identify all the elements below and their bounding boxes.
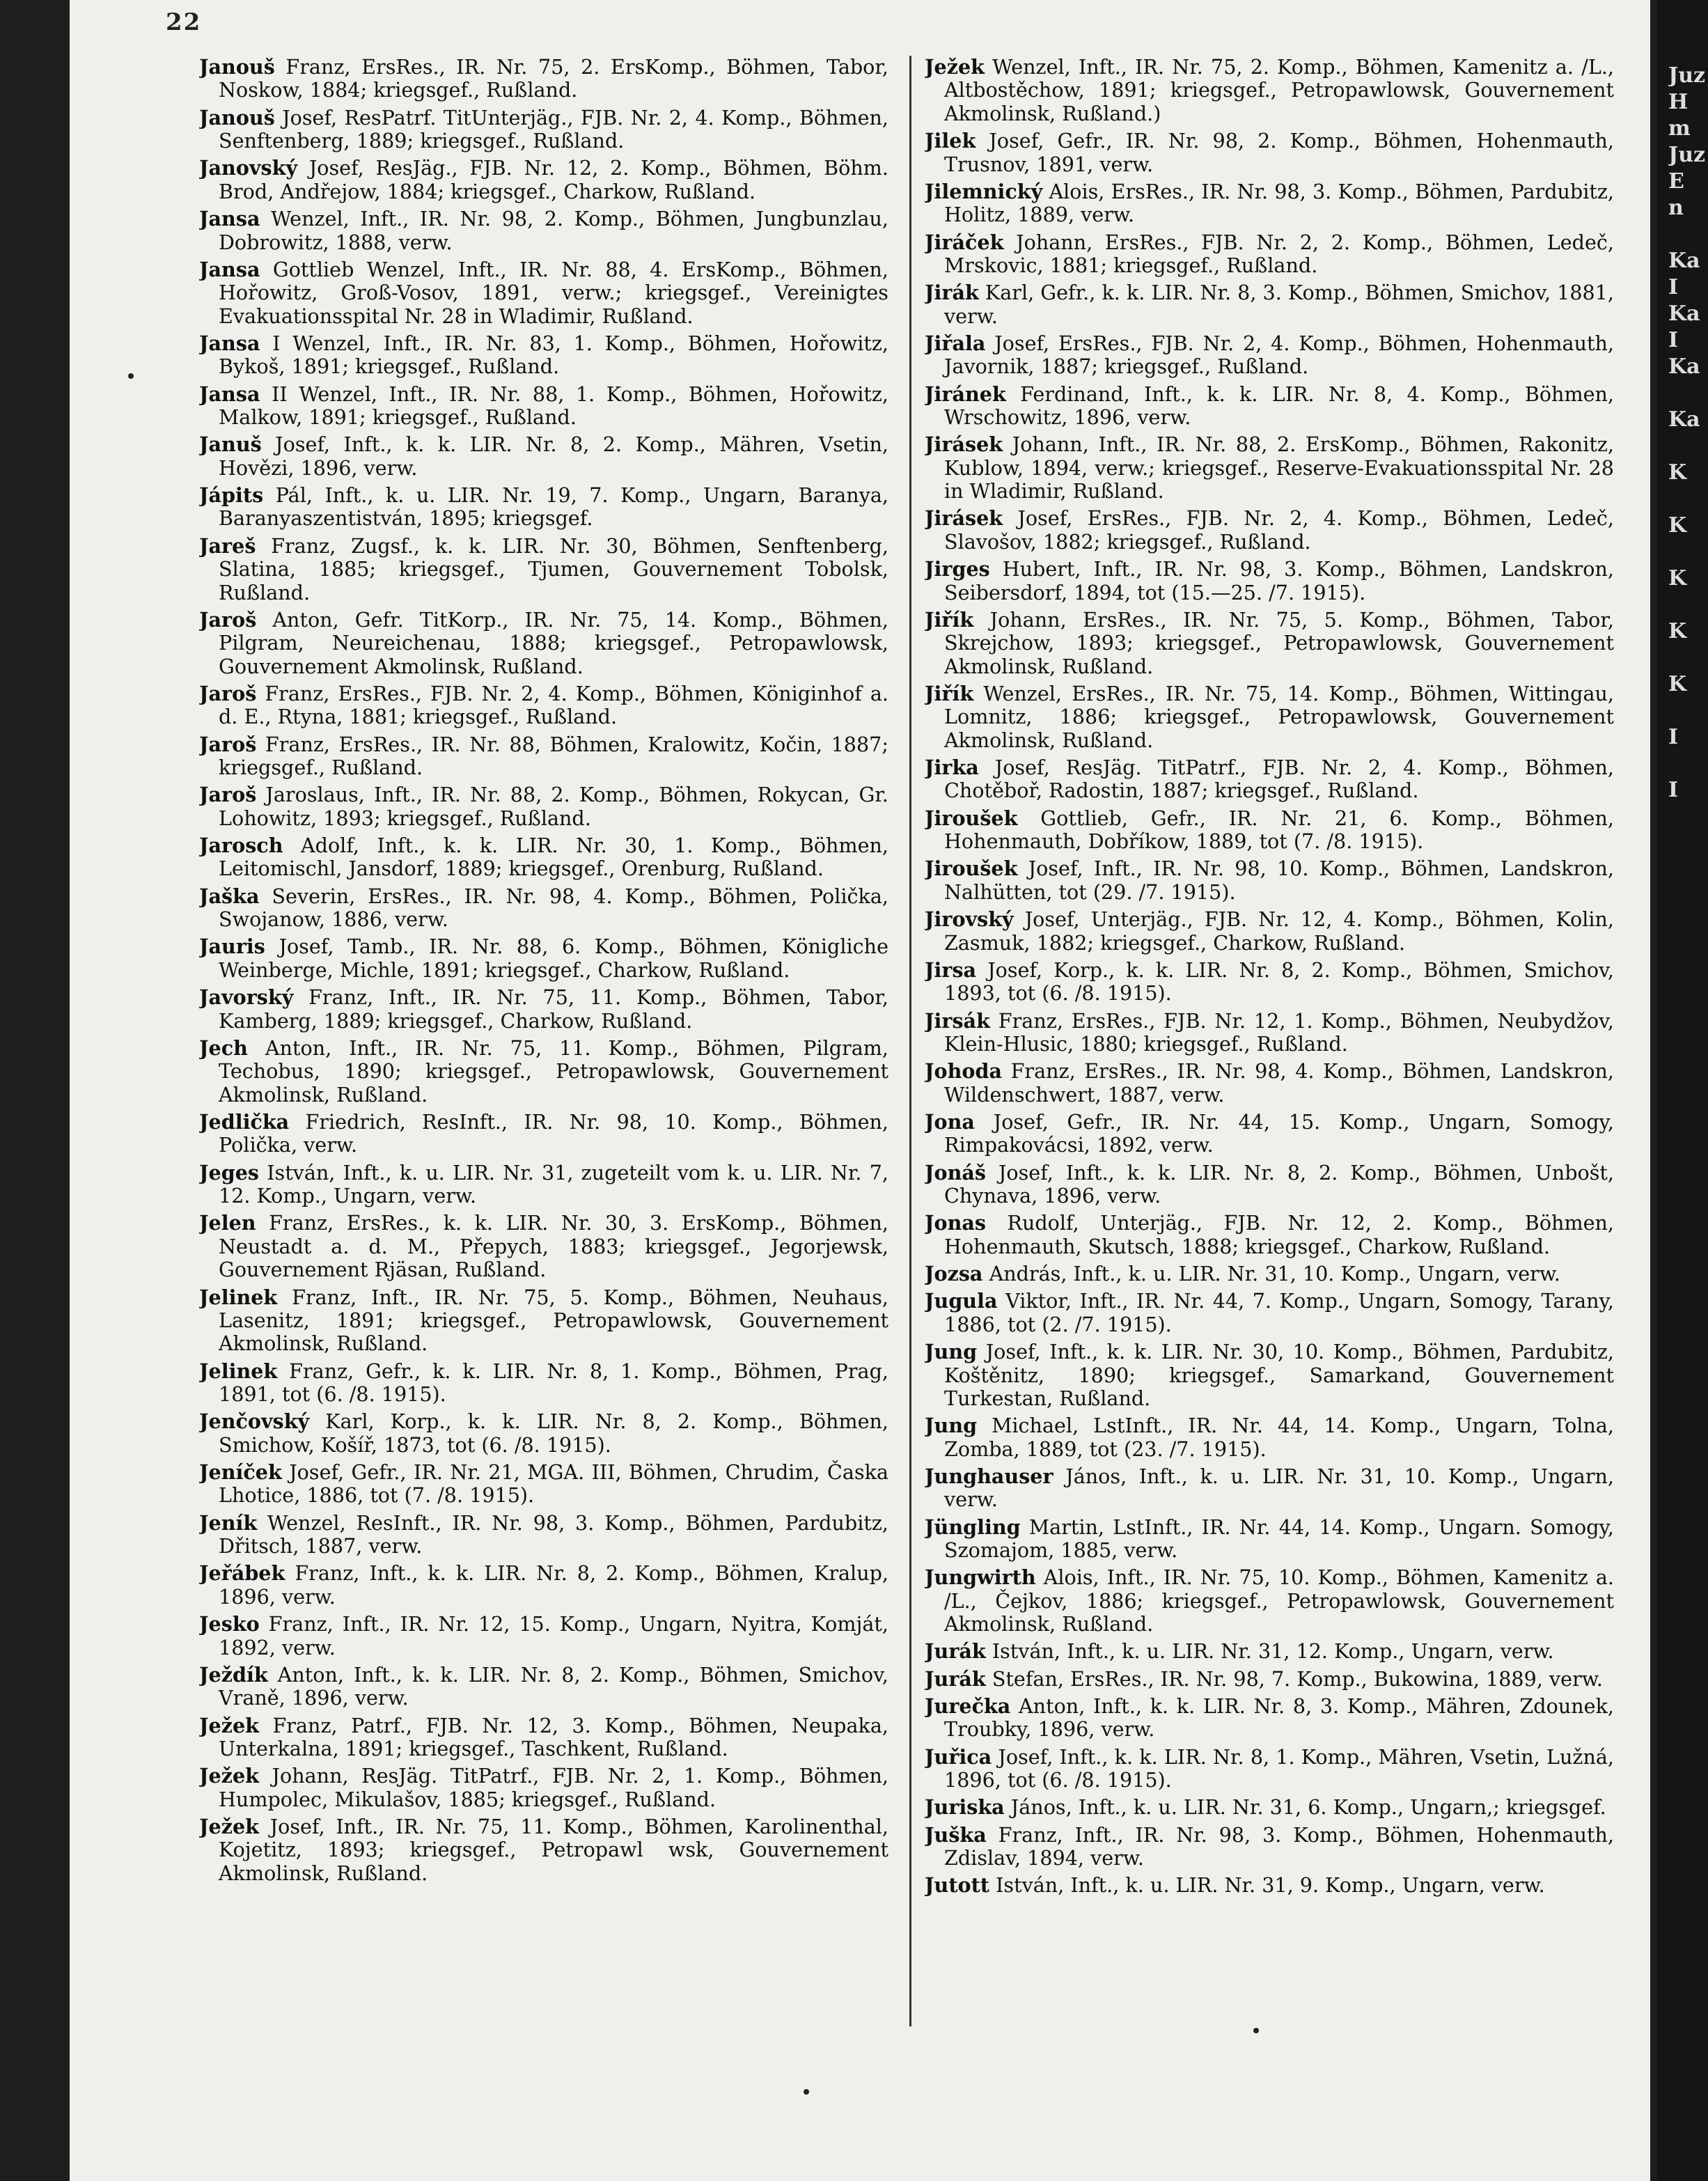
fragment-line: K	[1668, 460, 1687, 485]
register-entry	[199, 609, 888, 678]
entry-surname: Jirsák	[925, 1008, 990, 1033]
fragment-line	[1668, 645, 1708, 671]
fragment-line: Ka	[1668, 302, 1700, 326]
entry-details: Josef, Inft., k. k. LIR. Nr. 30, 10. Komp., Böhmen, Pardubitz, Koštěnitz, 1890; kriegsgef., Samarkand, Gouvernement Turkestan, Rußland.	[944, 1340, 1614, 1410]
register-entry	[199, 1360, 888, 1407]
register-entry	[199, 332, 888, 379]
fragment-line: K	[1668, 672, 1687, 696]
entry-surname: Jonáš	[925, 1160, 987, 1185]
register-entry	[925, 1695, 1614, 1742]
register-entry	[925, 130, 1614, 176]
register-entry	[199, 1664, 888, 1710]
ink-dot	[804, 2089, 809, 2095]
register-entry	[925, 1796, 1614, 1819]
register-entry	[199, 383, 888, 430]
entry-surname: Jirovský	[925, 907, 1014, 932]
register-entry	[925, 1746, 1614, 1792]
register-entry	[199, 1286, 888, 1356]
register-entry	[199, 986, 888, 1033]
entry-details: Franz, ErsRes., IR. Nr. 88, Böhmen, Kralowitz, Kočin, 1887; kriegsgef., Rußland.	[219, 732, 888, 780]
register-entry	[925, 1340, 1614, 1410]
entry-surname: Ježek	[199, 1764, 259, 1788]
register-entry	[199, 258, 888, 328]
register-entry	[925, 1010, 1614, 1056]
entry-surname: Janouš	[199, 105, 275, 130]
entry-surname: Javorský	[199, 985, 294, 1010]
entry-surname: Jurák	[925, 1666, 986, 1691]
register-entry	[199, 733, 888, 780]
entry-details: János, Inft., k. u. LIR. Nr. 31, 6. Komp., Ungarn,; kriegsgef.	[1010, 1795, 1606, 1820]
entry-details: II Wenzel, Inft., IR. Nr. 88, 1. Komp., Böhmen, Hořowitz, Malkow, 1891; kriegsgef., Rußland.	[219, 382, 888, 430]
entry-surname: Jansa	[199, 257, 260, 281]
entry-details: Franz, ErsRes., k. k. LIR. Nr. 30, 3. ErsKomp., Böhmen, Neustadt a. d. M., Přepych, 1883; kriegsgef., Jegorjewsk, Gouvernement Rjäsan, Rußland.	[219, 1211, 888, 1282]
entry-details: János, Inft., k. u. LIR. Nr. 31, 10. Komp., Ungarn, verw.	[944, 1464, 1614, 1512]
register-entry	[199, 1714, 888, 1761]
entry-details: Anton, Gefr. TitKorp., IR. Nr. 75, 14. Komp., Böhmen, Pilgram, Neureichenau, 1888; kriegsgef., Petropawlowsk, Gouvernement Akmolinsk, Rußland.	[219, 607, 888, 678]
register-entry	[199, 834, 888, 881]
entry-details: Franz, Inft., IR. Nr. 75, 5. Komp., Böhmen, Neuhaus, Lasenitz, 1891; kriegsgef., Petropawlowsk, Gouvernement Akmolinsk, Rußland.	[219, 1285, 888, 1356]
fragment-line	[1668, 751, 1708, 777]
entry-details: Franz, Zugsf., k. k. LIR. Nr. 30, Böhmen, Senftenberg, Slatina, 1885; kriegsgef., Tjumen, Gouvernement Tobolsk, Rußland.	[219, 533, 888, 604]
fragment-line: I	[1668, 328, 1679, 352]
entry-details: Wenzel, ErsRes., IR. Nr. 75, 14. Komp., Böhmen, Wittingau, Lomnitz, 1886; kriegsgef., Petropawlowsk, Gouvernement Akmolinsk, Rußland.	[944, 681, 1614, 752]
register-entry	[925, 1874, 1614, 1897]
entry-surname: Jurák	[925, 1639, 986, 1664]
entry-details: Josef, ResJäg., FJB. Nr. 12, 2. Komp., Böhmen, Böhm. Brod, Andřejow, 1884; kriegsgef., Charkow, Rußland.	[219, 156, 888, 203]
entry-details: Franz, ErsRes., FJB. Nr. 12, 1. Komp., Böhmen, Neubydžov, Klein-Hlusic, 1880; kriegsgef., Rußland.	[944, 1008, 1614, 1056]
entry-surname: Jeřábek	[199, 1561, 285, 1586]
entry-surname: Jirges	[925, 557, 990, 581]
entry-surname: Jansa	[199, 207, 260, 231]
fragment-line: n	[1668, 196, 1684, 220]
entry-surname: Jiřík	[925, 607, 974, 632]
entry-surname: Jelen	[199, 1211, 256, 1235]
register-entry	[199, 1461, 888, 1508]
entry-details: András, Inft., k. u. LIR. Nr. 31, 10. Komp., Ungarn, verw.	[989, 1262, 1561, 1286]
entry-surname: Jaroš	[199, 607, 257, 632]
entry-details: Karl, Gefr., k. k. LIR. Nr. 8, 3. Komp., Böhmen, Smichov, 1881, verw.	[944, 281, 1614, 328]
register-entry	[199, 1162, 888, 1208]
entry-surname: Jeníček	[199, 1460, 282, 1485]
entry-surname: Ježek	[199, 1713, 259, 1737]
entry-details: Anton, Inft., k. k. LIR. Nr. 8, 3. Komp., Mähren, Zdounek, Troubky, 1896, verw.	[944, 1694, 1614, 1742]
entry-details: I Wenzel, Inft., IR. Nr. 83, 1. Komp., Böhmen, Hořowitz, Bykoš, 1891; kriegsgef., Rußland.	[219, 331, 888, 379]
register-entry	[199, 935, 888, 982]
entry-details: Franz, Inft., IR. Nr. 12, 15. Komp., Ungarn, Nyitra, Komját, 1892, verw.	[219, 1612, 888, 1659]
entry-surname: Januš	[199, 432, 262, 457]
fragment-line	[1668, 486, 1708, 513]
entry-surname: Jesko	[199, 1612, 260, 1636]
register-entry	[199, 1765, 888, 1811]
register-entry	[925, 1824, 1614, 1870]
entry-details: Friedrich, ResInft., IR. Nr. 98, 10. Komp., Böhmen, Polička, verw.	[219, 1109, 888, 1157]
entry-details: Jaroslaus, Inft., IR. Nr. 88, 2. Komp., Böhmen, Rokycan, Gr. Lohowitz, 1893; kriegsgef., Rußland.	[219, 783, 888, 830]
entry-details: Gottlieb Wenzel, Inft., IR. Nr. 88, 4. ErsKomp., Böhmen, Hořowitz, Groß-Vosov, 1891, verw.; kriegsgef., Vereinigtes Evakuationsspital Nr. 28 in Wladimir, Rußland.	[219, 257, 888, 328]
fragment-line	[1668, 380, 1708, 407]
register-entry	[925, 433, 1614, 503]
register-entry	[925, 1414, 1614, 1461]
fragment-line: K	[1668, 619, 1687, 643]
entry-details: Franz, Gefr., k. k. LIR. Nr. 8, 1. Komp., Böhmen, Prag, 1891, tot (6. /8. 1915).	[219, 1359, 888, 1407]
register-entry	[925, 807, 1614, 854]
register-entry	[925, 1290, 1614, 1336]
entry-surname: Jonas	[925, 1211, 987, 1235]
entry-details: Josef, Unterjäg., FJB. Nr. 12, 4. Komp., Böhmen, Kolin, Zasmuk, 1882; kriegsgef., Charkow, Rußland.	[944, 907, 1614, 955]
fragment-line: Ka	[1668, 249, 1700, 273]
register-entry	[199, 1111, 888, 1157]
register-entry	[199, 484, 888, 531]
entry-details: Josef, ErsRes., FJB. Nr. 2, 4. Komp., Böhmen, Ledeč, Slavošov, 1882; kriegsgef., Rußland.	[944, 506, 1614, 554]
entry-surname: Jeges	[199, 1160, 260, 1185]
entry-surname: Jiránek	[925, 382, 1006, 406]
entry-surname: Jüngling	[925, 1515, 1021, 1539]
register-entry	[925, 1668, 1614, 1691]
entry-details: Franz, Inft., IR. Nr. 98, 3. Komp., Böhmen, Hohenmauth, Zdislav, 1894, verw.	[944, 1822, 1614, 1870]
entry-details: Josef, Inft., k. k. LIR. Nr. 8, 2. Komp., Mähren, Vsetin, Hovězi, 1896, verw.	[219, 432, 888, 480]
fragment-line: I	[1668, 275, 1679, 299]
entry-details: Josef, Inft., IR. Nr. 98, 10. Komp., Böhmen, Landskron, Nalhütten, tot (29. /7. 1915).	[944, 857, 1614, 904]
entry-surname: Jelinek	[199, 1359, 278, 1383]
entry-surname: Jurečka	[925, 1694, 1011, 1719]
entry-details: Karl, Korp., k. k. LIR. Nr. 8, 2. Komp., Böhmen, Smichow, Košíř, 1873, tot (6. /8. 1915).	[219, 1409, 888, 1457]
entry-surname: Jansa	[199, 382, 260, 406]
register-entry	[925, 756, 1614, 803]
register-entry	[925, 1212, 1614, 1258]
fragment-line	[1668, 433, 1708, 460]
entry-surname: Jung	[925, 1340, 978, 1364]
entry-details: Stefan, ErsRes., IR. Nr. 98, 7. Komp., Bukowina, 1889, verw.	[992, 1666, 1603, 1691]
fragment-line: I	[1668, 778, 1679, 802]
fragment-line: Ka	[1668, 354, 1700, 379]
column-divider	[909, 56, 911, 2026]
entry-surname: Juriska	[925, 1795, 1005, 1820]
entry-surname: Jozsa	[925, 1262, 983, 1286]
entry-details: Josef, Inft., k. k. LIR. Nr. 8, 2. Komp., Böhmen, Unbošt, Chynava, 1896, verw.	[944, 1160, 1614, 1208]
register-entry	[925, 1640, 1614, 1663]
register-entry	[925, 959, 1614, 1006]
fragment-line: Ka	[1668, 407, 1700, 432]
ink-dot	[128, 373, 134, 379]
entry-details: István, Inft., k. u. LIR. Nr. 31, zugeteilt vom k. u. LIR. Nr. 7, 12. Komp., Ungarn, verw.	[219, 1160, 888, 1208]
register-entry	[925, 908, 1614, 955]
register-entry	[199, 1037, 888, 1107]
entry-surname: Jarosch	[199, 834, 283, 858]
register-entry	[925, 1111, 1614, 1157]
fragment-line: Juz	[1668, 143, 1706, 167]
entry-details: Johann, ResJäg. TitPatrf., FJB. Nr. 2, 1. Komp., Böhmen, Humpolec, Mikulašov, 1885; kriegsgef., Rußland.	[219, 1764, 888, 1811]
entry-details: Franz, ErsRes., FJB. Nr. 2, 4. Komp., Böhmen, Königinhof a. d. E., Rtyna, 1881; kriegsgef., Rußland.	[219, 681, 888, 729]
entry-surname: Juřica	[925, 1744, 992, 1769]
register-entry	[199, 682, 888, 729]
entry-surname: Ježek	[199, 1814, 259, 1838]
entry-details: Josef, Gefr., IR. Nr. 44, 15. Komp., Ungarn, Somogy, Rimpakovácsi, 1892, verw.	[944, 1109, 1614, 1157]
fragment-line	[1668, 698, 1708, 724]
entry-details: Josef, Tamb., IR. Nr. 88, 6. Komp., Böhmen, Königliche Weinberge, Michle, 1891; kriegsgef., Charkow, Rußland.	[219, 935, 888, 982]
register-entry	[199, 1815, 888, 1885]
entry-details: Josef, Gefr., IR. Nr. 98, 2. Komp., Böhmen, Hohenmauth, Trusnov, 1891, verw.	[944, 129, 1614, 176]
entry-surname: Jirák	[925, 281, 979, 305]
entry-details: Josef, Inft., IR. Nr. 75, 11. Komp., Böhmen, Karolinenthal, Kojetitz, 1893; kriegsgef., Petropawl wsk, Gouvernement Akmolinsk, Rußland.	[219, 1814, 888, 1885]
right-column	[925, 56, 1614, 2075]
entry-surname: Ježek	[925, 56, 985, 79]
entry-details: Josef, ResPatrf. TitUnterjäg., FJB. Nr. 2, 4. Komp., Böhmen, Senftenberg, 1889; kriegsgef., Rußland.	[219, 105, 888, 153]
entry-details: Anton, Inft., IR. Nr. 75, 11. Komp., Böhmen, Pilgram, Techobus, 1890; kriegsgef., Petropawlowsk, Gouvernement Akmolinsk, Rußland.	[219, 1035, 888, 1107]
entry-details: Rudolf, Unterjäg., FJB. Nr. 12, 2. Komp., Böhmen, Hohenmauth, Skutsch, 1888; kriegsgef., Charkow, Rußland.	[944, 1211, 1614, 1258]
ink-dot	[1253, 2028, 1259, 2033]
entry-surname: Jedlička	[199, 1109, 290, 1134]
entry-surname: Jaroš	[199, 783, 257, 807]
entry-surname: Jansa	[199, 331, 260, 355]
entry-surname: Jilek	[925, 129, 976, 153]
register-entry	[199, 208, 888, 254]
entry-surname: Jiřala	[925, 331, 986, 355]
entry-details: Josef, Inft., k. k. LIR. Nr. 8, 1. Komp., Mähren, Vsetin, Lužná, 1896, tot (6. /8. 1915).	[944, 1744, 1614, 1792]
register-entry	[199, 1212, 888, 1281]
register-entry	[199, 1410, 888, 1457]
entry-surname: Jugula	[925, 1289, 998, 1313]
entry-details: Gottlieb, Gefr., IR. Nr. 21, 6. Komp., Böhmen, Hohenmauth, Dobříkow, 1889, tot (7. /8. 1915).	[944, 806, 1614, 854]
fragment-line: E	[1668, 169, 1684, 194]
register-entry	[199, 1613, 888, 1659]
entry-surname: Ježdík	[199, 1662, 268, 1687]
register-entry	[925, 857, 1614, 904]
register-entry	[199, 433, 888, 480]
fragment-line: Juz	[1668, 63, 1706, 88]
register-entry	[925, 1162, 1614, 1208]
fragment-line: I	[1668, 725, 1679, 749]
entry-details: Franz, ErsRes., IR. Nr. 75, 2. ErsKomp., Böhmen, Tabor, Noskow, 1884; kriegsgef., Rußland.	[219, 56, 888, 102]
entry-surname: Jaška	[199, 884, 260, 908]
entry-surname: Janouš	[199, 56, 275, 79]
entry-surname: Jiroušek	[925, 857, 1018, 881]
entry-details: Wenzel, ResInft., IR. Nr. 98, 3. Komp., Böhmen, Pardubitz, Dřitsch, 1887, verw.	[219, 1510, 888, 1558]
entry-surname: Jech	[199, 1035, 248, 1060]
register-entry	[925, 682, 1614, 752]
entry-details: Alois, Inft., IR. Nr. 75, 10. Komp., Böhmen, Kamenitz a. /L., Čejkov, 1886; kriegsgef., Petropawlowsk, Gouvernement Akmolinsk, Rußland.	[944, 1565, 1614, 1636]
register-entry	[925, 609, 1614, 678]
entry-details: Johann, Inft., IR. Nr. 88, 2. ErsKomp., Böhmen, Rakonitz, Kublow, 1894, verw.; kriegsgef., Reserve-Evakuationsspital Nr. 28 in Wladimir, Rußland.	[944, 432, 1614, 503]
entry-surname: Jauris	[199, 935, 265, 959]
register-entry	[199, 535, 888, 604]
fragment-line	[1668, 221, 1708, 248]
register-entry	[925, 507, 1614, 554]
page-number: 22	[166, 8, 202, 36]
register-entry	[199, 1562, 888, 1609]
register-entry	[199, 1512, 888, 1558]
entry-details: Johann, ErsRes., IR. Nr. 75, 5. Komp., Böhmen, Tabor, Skrejchow, 1893; kriegsgef., Petropawlowsk, Gouvernement Akmolinsk, Rußland.	[944, 607, 1614, 678]
entry-details: Pál, Inft., k. u. LIR. Nr. 19, 7. Komp., Ungarn, Baranya, Baranyaszentistván, 1895; kriegsgef.	[219, 483, 888, 531]
entry-details: Franz, Inft., IR. Nr. 75, 11. Komp., Böhmen, Tabor, Kamberg, 1889; kriegsgef., Charkow, Rußland.	[219, 985, 888, 1033]
register-entry	[925, 1566, 1614, 1636]
entry-details: Viktor, Inft., IR. Nr. 44, 7. Komp., Ungarn, Somogy, Tarany, 1886, tot (2. /7. 1915).	[944, 1289, 1614, 1336]
entry-surname: Jaroš	[199, 732, 257, 756]
entry-surname: Jeník	[199, 1510, 258, 1535]
register-entry	[925, 231, 1614, 278]
entry-surname: Junghauser	[925, 1464, 1053, 1488]
register-entry	[925, 281, 1614, 328]
entry-surname: Jilemnický	[925, 179, 1043, 203]
entry-details: Martin, LstInft., IR. Nr. 44, 14. Komp., Ungarn. Somogy, Szomajom, 1885, verw.	[944, 1515, 1614, 1563]
entry-details: Josef, Korp., k. k. LIR. Nr. 8, 2. Komp., Böhmen, Smichov, 1893, tot (6. /8. 1915).	[944, 957, 1614, 1006]
register-entry	[925, 558, 1614, 604]
entry-details: Josef, ErsRes., FJB. Nr. 2, 4. Komp., Böhmen, Hohenmauth, Javornik, 1887; kriegsgef., Rußland.	[944, 331, 1614, 379]
entry-details: Wenzel, Inft., IR. Nr. 75, 2. Komp., Böhmen, Kamenitz a. /L., Altbostěchow, 1891; kriegsgef., Petropawlowsk, Gouvernement Akmolinsk, Rußland.)	[944, 56, 1614, 125]
entry-surname: Juška	[925, 1822, 987, 1847]
fragment-line: H	[1668, 90, 1689, 114]
entry-surname: Jaroš	[199, 681, 257, 705]
entry-surname: Jirsa	[925, 957, 977, 982]
fragment-line: K	[1668, 566, 1687, 591]
entry-surname: Jelinek	[199, 1285, 278, 1309]
entry-details: Alois, ErsRes., IR. Nr. 98, 3. Komp., Böhmen, Pardubitz, Holitz, 1889, verw.	[944, 179, 1614, 227]
entry-details: István, Inft., k. u. LIR. Nr. 31, 9. Komp., Ungarn, verw.	[996, 1873, 1545, 1898]
entry-details: Franz, ErsRes., IR. Nr. 98, 4. Komp., Böhmen, Landskron, Wildenschwert, 1887, verw.	[944, 1059, 1614, 1107]
register-entry	[925, 1263, 1614, 1285]
entry-surname: Jungwirth	[925, 1565, 1036, 1590]
register-entry	[925, 1516, 1614, 1563]
entry-surname: Jona	[925, 1109, 975, 1134]
entry-details: Johann, ErsRes., FJB. Nr. 2, 2. Komp., Böhmen, Ledeč, Mrskovic, 1881; kriegsgef., Rußland.	[944, 230, 1614, 277]
entry-surname: Johoda	[925, 1059, 1002, 1084]
register-entry	[925, 332, 1614, 379]
entry-surname: Jiráček	[925, 230, 1004, 254]
fragment-line: K	[1668, 513, 1687, 538]
entry-surname: Jung	[925, 1414, 978, 1438]
fragment-line	[1668, 539, 1708, 565]
register-entry	[925, 56, 1614, 125]
entry-surname: Jutott	[925, 1873, 990, 1898]
register-entry	[925, 180, 1614, 227]
register-entry	[925, 383, 1614, 430]
entry-details: Adolf, Inft., k. k. LIR. Nr. 30, 1. Komp., Böhmen, Leitomischl, Jansdorf, 1889; kriegsgef., Orenburg, Rußland.	[219, 834, 888, 881]
entry-details: Hubert, Inft., IR. Nr. 98, 3. Komp., Böhmen, Landskron, Seibersdorf, 1894, tot (15.—25. /7. 1915).	[944, 557, 1614, 604]
register-entry	[199, 157, 888, 203]
register-entry	[199, 56, 888, 102]
entry-surname: Jirásek	[925, 432, 1003, 457]
register-entry	[925, 1465, 1614, 1512]
entry-details: Anton, Inft., k. k. LIR. Nr. 8, 2. Komp., Böhmen, Smichov, Vraně, 1896, verw.	[219, 1662, 888, 1710]
left-column	[199, 56, 888, 2075]
entry-surname: Jirásek	[925, 506, 1003, 531]
entry-details: Ferdinand, Inft., k. k. LIR. Nr. 8, 4. Komp., Böhmen, Wrschowitz, 1896, verw.	[944, 382, 1614, 430]
entry-surname: Jiřík	[925, 681, 974, 705]
entry-details: Wenzel, Inft., IR. Nr. 98, 2. Komp., Böhmen, Jungbunzlau, Dobrowitz, 1888, verw.	[219, 207, 888, 254]
fragment-line	[1668, 592, 1708, 618]
entry-details: Josef, Gefr., IR. Nr. 21, MGA. III, Böhmen, Chrudim, Časka Lhotice, 1886, tot (7. /8. 1915).	[219, 1460, 888, 1508]
entry-details: István, Inft., k. u. LIR. Nr. 31, 12. Komp., Ungarn, verw.	[992, 1639, 1554, 1664]
next-page-fragment	[1668, 63, 1708, 1038]
register-entry	[199, 107, 888, 153]
entry-surname: Jiroušek	[925, 806, 1018, 830]
entry-details: Severin, ErsRes., IR. Nr. 98, 4. Komp., Böhmen, Polička, Swojanow, 1886, verw.	[219, 884, 888, 932]
entry-surname: Jareš	[199, 533, 256, 558]
entry-surname: Jenčovský	[199, 1409, 310, 1434]
entry-details: Josef, ResJäg. TitPatrf., FJB. Nr. 2, 4. Komp., Böhmen, Chotěboř, Radostin, 1887; kriegsgef., Rußland.	[944, 756, 1614, 803]
entry-surname: Janovský	[199, 156, 298, 180]
entry-surname: Jirka	[925, 756, 979, 780]
entry-details: Franz, Patrf., FJB. Nr. 12, 3. Komp., Böhmen, Neupaka, Unterkalna, 1891; kriegsgef., Taschkent, Rußland.	[219, 1713, 888, 1760]
register-entry	[199, 783, 888, 830]
entry-details: Michael, LstInft., IR. Nr. 44, 14. Komp., Ungarn, Tolna, Zomba, 1889, tot (23. /7. 1915).	[944, 1414, 1614, 1461]
register-entry	[199, 885, 888, 932]
entry-surname: Jápits	[199, 483, 264, 508]
fragment-line: m	[1668, 116, 1691, 141]
register-entry	[925, 1060, 1614, 1107]
entry-details: Franz, Inft., k. k. LIR. Nr. 8, 2. Komp., Böhmen, Kralup, 1896, verw.	[219, 1561, 888, 1609]
